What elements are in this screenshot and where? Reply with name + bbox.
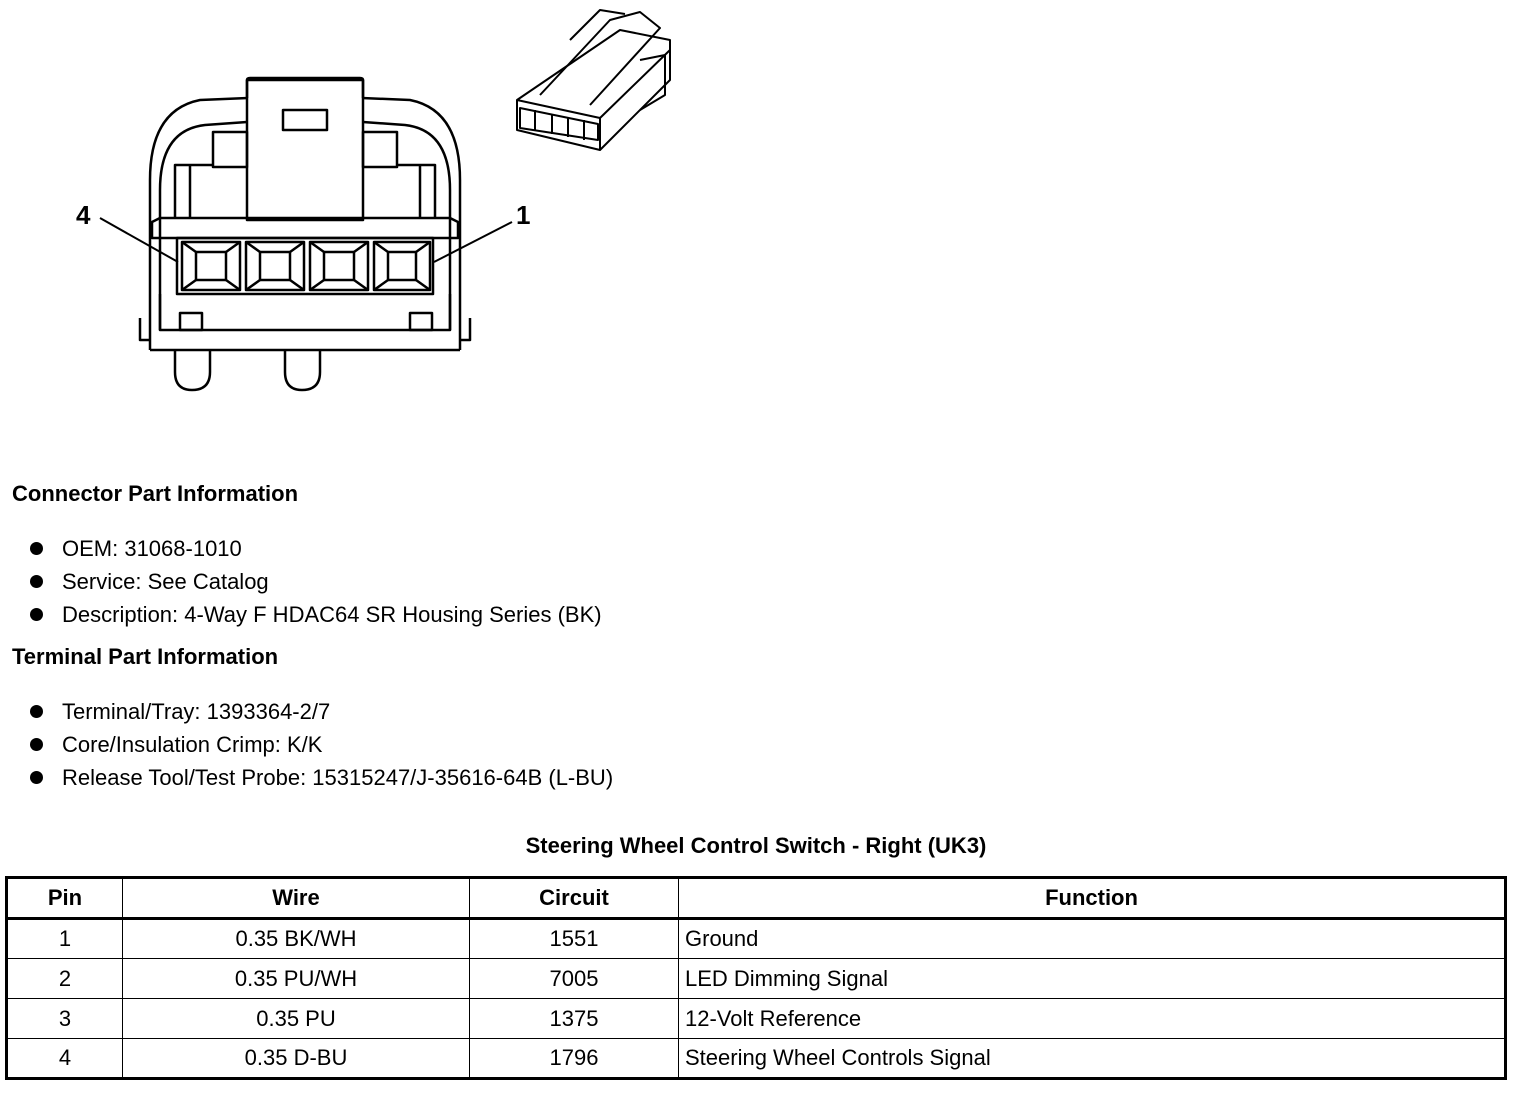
list-item	[30, 761, 613, 794]
cell-wire: 0.35 D-BU	[123, 1039, 470, 1079]
table-title: Steering Wheel Control Switch - Right (UK3)	[525, 833, 987, 858]
terminal-tray-text: Terminal/Tray: 1393364-2/7	[62, 699, 331, 724]
cell-wire: 0.35 BK/WH	[123, 919, 470, 959]
header-pin: Pin	[7, 878, 123, 919]
terminal-part-info-heading: Terminal Part Information	[12, 644, 279, 669]
oem-text: OEM: 31068-1010	[62, 536, 242, 561]
list-item	[30, 728, 613, 761]
terminal-cavity-2	[310, 242, 368, 290]
pin-4-label: 4	[76, 200, 91, 230]
bullet-icon	[30, 705, 43, 718]
connector-isometric-image	[517, 10, 670, 150]
bullet-icon	[30, 575, 43, 588]
table-header-row	[7, 878, 1506, 919]
list-item	[30, 695, 613, 728]
cell-circuit: 7005	[470, 959, 679, 999]
list-item	[30, 565, 602, 598]
pinout-table	[5, 876, 1507, 1080]
terminal-cavity-4	[182, 242, 240, 290]
service-text: Service: See Catalog	[62, 569, 269, 594]
table-row	[7, 1039, 1506, 1079]
connector-part-info-list	[30, 532, 602, 631]
cell-pin: 4	[7, 1039, 123, 1079]
table-row	[7, 959, 1506, 999]
cell-pin: 1	[7, 919, 123, 959]
cell-circuit: 1796	[470, 1039, 679, 1079]
cell-circuit: 1375	[470, 999, 679, 1039]
bullet-icon	[30, 738, 43, 751]
list-item	[30, 532, 602, 565]
cell-pin: 3	[7, 999, 123, 1039]
bullet-icon	[30, 608, 43, 621]
terminal-cavity-3	[246, 242, 304, 290]
list-item	[30, 598, 602, 631]
cell-function: Ground	[679, 919, 1506, 959]
connector-part-info-heading: Connector Part Information	[12, 481, 299, 506]
terminal-cavity-1	[374, 242, 430, 290]
cell-wire: 0.35 PU	[123, 999, 470, 1039]
connector-face-view	[0, 0, 720, 420]
release-tool-text: Release Tool/Test Probe: 15315247/J-35616-64B (L-BU)	[62, 765, 614, 790]
crimp-text: Core/Insulation Crimp: K/K	[62, 732, 323, 757]
header-function: Function	[679, 878, 1506, 919]
table-row	[7, 919, 1506, 959]
cell-function: LED Dimming Signal	[679, 959, 1506, 999]
cell-wire: 0.35 PU/WH	[123, 959, 470, 999]
header-circuit: Circuit	[470, 878, 679, 919]
cell-pin: 2	[7, 959, 123, 999]
header-wire: Wire	[123, 878, 470, 919]
bullet-icon	[30, 771, 43, 784]
description-text: Description: 4-Way F HDAC64 SR Housing Series (BK)	[62, 602, 602, 627]
table-row	[7, 999, 1506, 1039]
connector-drawing	[0, 0, 720, 420]
cell-function: 12-Volt Reference	[679, 999, 1506, 1039]
cell-function: Steering Wheel Controls Signal	[679, 1039, 1506, 1079]
cell-circuit: 1551	[470, 919, 679, 959]
bullet-icon	[30, 542, 43, 555]
pin-1-label: 1	[516, 200, 531, 230]
terminal-part-info-list	[30, 695, 613, 794]
